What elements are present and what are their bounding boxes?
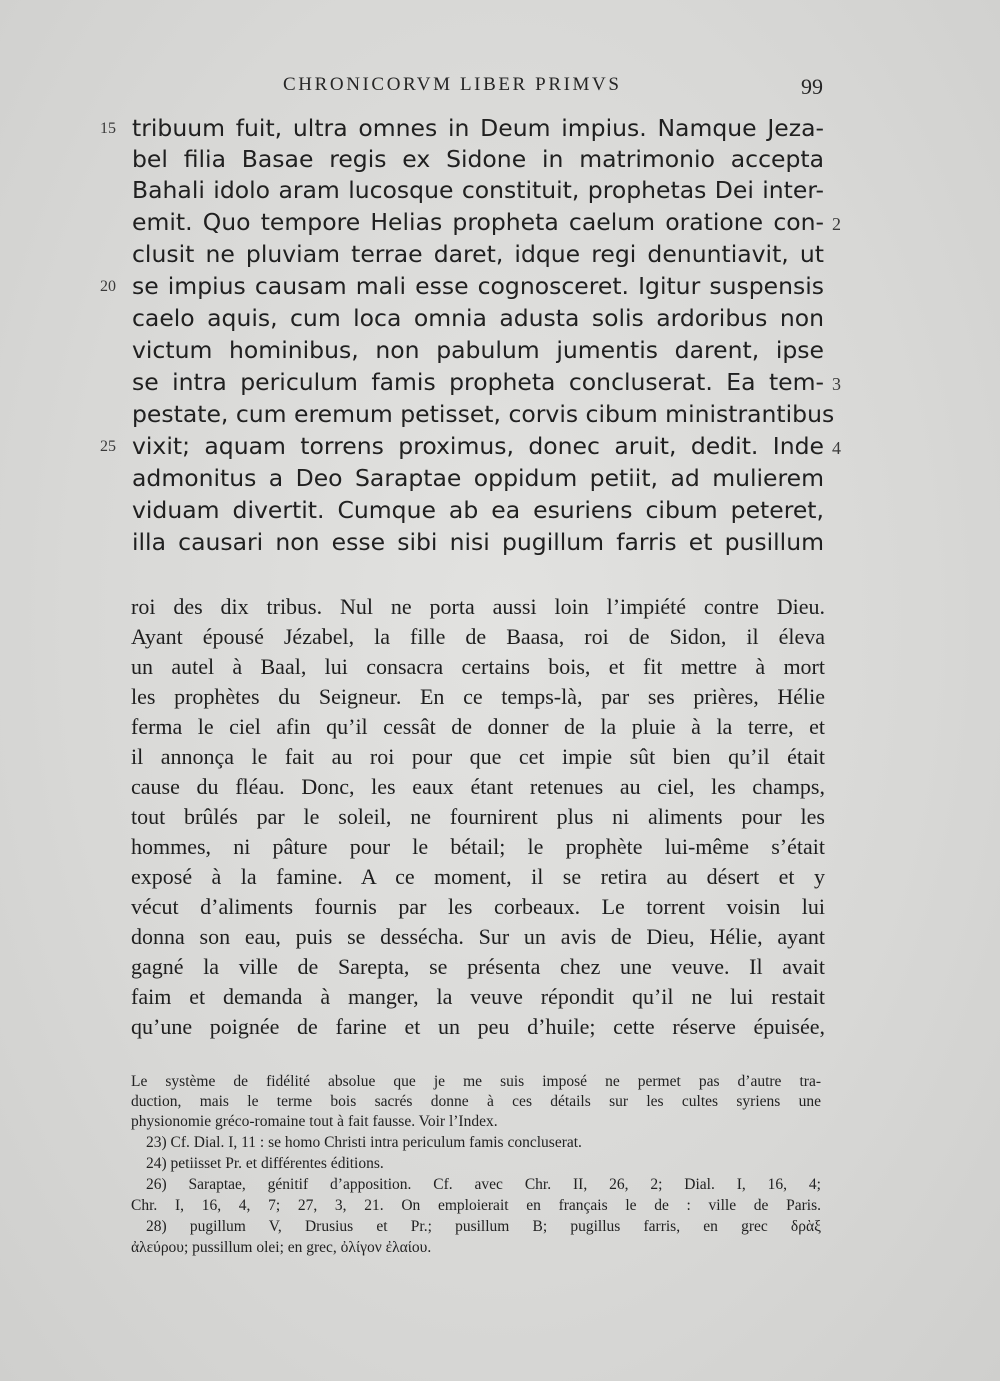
french-line: donna son eau, puis se dessécha. Sur un avis de Dieu, Hélie, ayant	[131, 924, 825, 949]
latin-line: Bahali idolo aram lucosque constituit, prophetas Dei inter-	[132, 176, 824, 204]
french-line: tout brûlés par le soleil, ne fournirent plus ni aliments pour les	[131, 804, 825, 829]
latin-line: pestate, cum eremum petisset, corvis cibum ministrantibus	[132, 400, 835, 428]
latin-line: vixit; aquam torrens proximus, donec aruit, dedit. Inde	[132, 432, 824, 460]
page-header	[283, 74, 823, 104]
footnote-line: 23) Cf. Dial. I, 11 : se homo Christi intra periculum famis concluserat.	[146, 1134, 582, 1151]
french-line: un autel à Baal, lui consacra certains bois, et fit mettre à mort	[131, 654, 825, 679]
line-number: 20	[100, 278, 116, 295]
latin-line: clusit ne pluviam terrae daret, idque regi denuntiavit, ut	[132, 240, 824, 268]
footnote-line: 26) Saraptae, génitif d’apposition. Cf. avec Chr. II, 26, 2; Dial. I, 16, 4;	[146, 1176, 821, 1193]
french-line: gagné la ville de Sarepta, se présenta chez une veuve. Il avait	[131, 954, 825, 979]
latin-line: se impius causam mali esse cognosceret. Igitur suspensis	[132, 272, 824, 300]
margin-reference: 3	[832, 374, 841, 394]
page-number: 99	[801, 74, 823, 99]
french-line: roi des dix tribus. Nul ne porta aussi loin l’impiété contre Dieu.	[131, 594, 825, 619]
margin-reference: 2	[832, 214, 841, 234]
latin-line: tribuum fuit, ultra omnes in Deum impius. Namque Jeza-	[132, 114, 824, 142]
french-line: Ayant épousé Jézabel, la fille de Baasa, roi de Sidon, il éleva	[131, 624, 825, 649]
footnote-line: 28) pugillum V, Drusius et Pr.; pusillum B; pugillus farris, en grec δρὰξ	[146, 1218, 821, 1235]
footnote-line: duction, mais le terme bois sacrés donne à ces détails sur les cultes syriens une	[131, 1093, 821, 1110]
footnote-line: Le système de fidélité absolue que je me suis imposé ne permet pas d’autre tra-	[131, 1073, 821, 1090]
latin-line: caelo aquis, cum loca omnia adusta solis ardoribus non	[132, 304, 824, 332]
line-number: 25	[100, 438, 116, 455]
latin-line: viduam divertit. Cumque ab ea esuriens cibum peteret,	[132, 496, 824, 524]
line-number: 15	[100, 120, 116, 137]
footnote-line: physionomie gréco-romaine tout à fait fausse. Voir l’Index.	[131, 1113, 498, 1130]
latin-line: illa causari non esse sibi nisi pugillum farris et pusillum	[132, 528, 824, 556]
french-line: faim et demanda à manger, la veuve répondit qu’il ne lui restait	[131, 984, 825, 1009]
latin-line: emit. Quo tempore Helias propheta caelum oratione con-	[132, 208, 824, 236]
french-line: les prophètes du Seigneur. En ce temps-là, par ses prières, Hélie	[131, 684, 825, 709]
french-line: vécut d’aliments fournis par les corbeaux. Le torrent voisin lui	[131, 894, 825, 919]
french-line: hommes, ni pâture pour le bétail; le prophète lui-même s’était	[131, 834, 825, 859]
margin-reference: 4	[832, 438, 841, 458]
french-line: ferma le ciel afin qu’il cessât de donner de la pluie à la terre, et	[131, 714, 825, 739]
running-title: CHRONICORVM LIBER PRIMVS	[283, 74, 622, 95]
latin-line: victum hominibus, non pabulum jumentis darent, ipse	[132, 336, 824, 364]
footnote-line: 24) petiisset Pr. et différentes éditions.	[146, 1155, 384, 1172]
latin-line: bel filia Basae regis ex Sidone in matrimonio accepta	[132, 145, 824, 173]
french-line: il annonça le fait au roi pour que cet impie sût bien qu’il était	[131, 744, 825, 769]
latin-line: admonitus a Deo Saraptae oppidum petiit, ad mulierem	[132, 464, 824, 492]
latin-line: se intra periculum famis propheta concluserat. Ea tem-	[132, 368, 824, 396]
french-line: exposé à la famine. A ce moment, il se retira au désert et y	[131, 864, 825, 889]
footnote-line: ἀλεύρου; pussillum olei; en grec, ὀλίγον ἐλαίου.	[131, 1239, 432, 1256]
footnote-line: Chr. I, 16, 4, 7; 27, 3, 21. On emploierait en français le de : ville de Paris.	[131, 1197, 821, 1214]
french-line: cause du fléau. Donc, les eaux étant retenues au ciel, les champs,	[131, 774, 825, 799]
french-line: qu’une poignée de farine et un peu d’huile; cette réserve épuisée,	[131, 1014, 825, 1039]
